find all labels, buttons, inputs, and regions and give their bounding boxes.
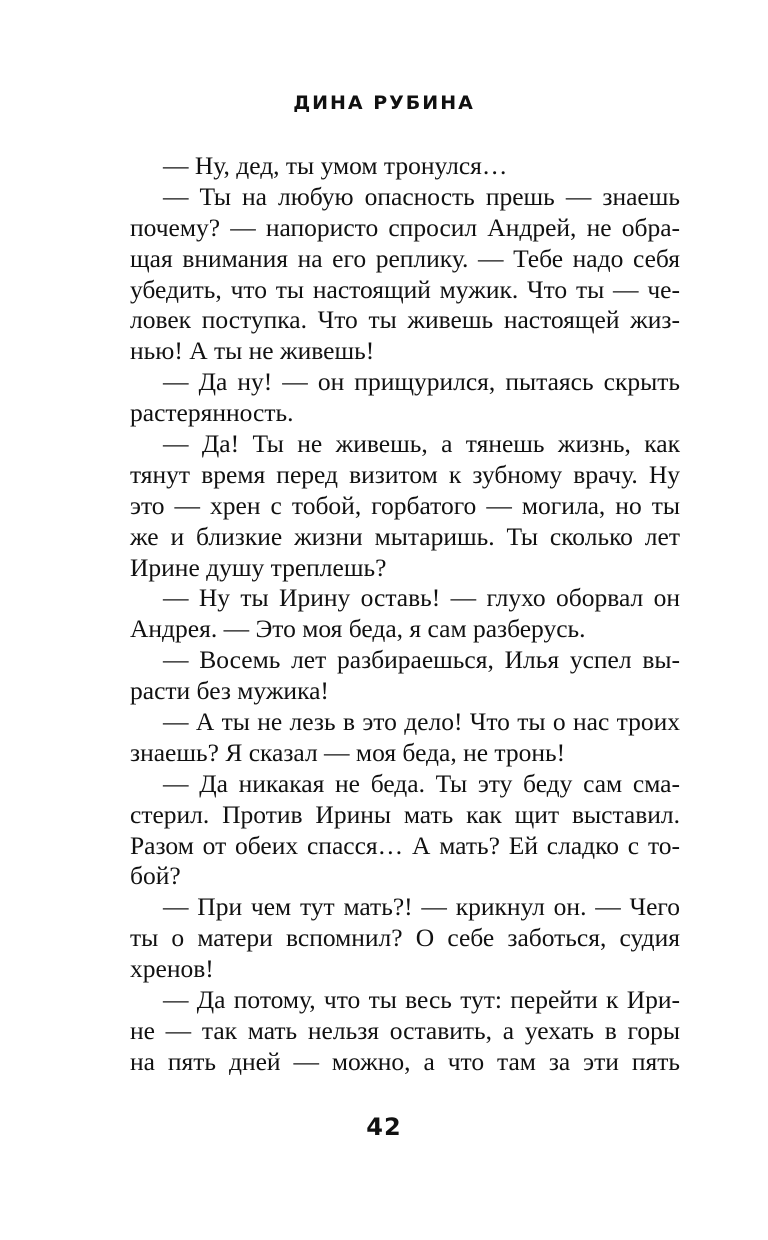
text-line: тянут время перед визитом к зубному врачу. Ну: [130, 459, 680, 489]
text-line: Ирине душу треплешь?: [130, 552, 387, 582]
text-line: стерил. Против Ирины мать как щит выставил.: [130, 799, 680, 829]
text-line: — Да никакая не беда. Ты эту беду сам сма-: [163, 768, 680, 798]
text-line: убедить, что ты настоящий мужик. Что ты — че-: [130, 274, 680, 304]
page-number: 42: [366, 1113, 402, 1141]
text-line: не — так мать нельзя оставить, а уехать в горы: [130, 1015, 680, 1045]
text-line: — Да ну! — он прищурился, пытаясь скрыть: [163, 367, 680, 397]
text-line: это — хрен с тобой, горбатого — могила, но ты: [130, 490, 680, 520]
text-line: щая внимания на его реплику. — Тебе надо себя: [130, 243, 680, 273]
text-line: — При чем тут мать?! — крикнул он. — Чего: [163, 892, 680, 922]
text-line: на пять дней — можно, а что там за эти пять: [130, 1046, 680, 1076]
text-line: растерянность.: [130, 398, 294, 428]
text-line: бой?: [130, 861, 181, 891]
text-line: расти без мужика!: [130, 676, 329, 706]
text-line: Андрея. — Это моя беда, я сам разберусь.: [130, 614, 586, 644]
text-line: хренов!: [130, 954, 214, 984]
text-line: ты о матери вспомнил? О себе заботься, судия: [130, 923, 680, 953]
text-line: знаешь? Я сказал — моя беда, не тронь!: [130, 737, 566, 767]
running-header-author: ДИНА РУБИНА: [293, 92, 475, 114]
text-line: — Да потому, что ты весь тут: перейти к Ири-: [163, 985, 680, 1015]
text-line: нью! А ты не живешь!: [130, 336, 375, 366]
text-line: Разом от обеих спасся… А мать? Ей сладко с то-: [130, 830, 680, 860]
text-line: — Восемь лет разбираешься, Илья успел вы-: [163, 645, 680, 675]
text-line: — Ты на любую опасность прешь — знаешь: [163, 181, 680, 211]
text-line: почему? — напористо спросил Андрей, не обра-: [130, 212, 680, 242]
text-line: ловек поступка. Что ты живешь настоящей жиз-: [130, 305, 680, 335]
text-line: — А ты не лезь в это дело! Что ты о нас троих: [163, 707, 680, 737]
body-text: [130, 151, 680, 1078]
text-line: — Ну, дед, ты умом тронулся…: [163, 151, 508, 180]
text-line: — Да! Ты не живешь, а тянешь жизнь, как: [163, 429, 680, 459]
text-line: — Ну ты Ирину оставь! — глухо оборвал он: [163, 583, 680, 613]
text-line: же и близкие жизни мытаришь. Ты сколько лет: [130, 521, 680, 551]
